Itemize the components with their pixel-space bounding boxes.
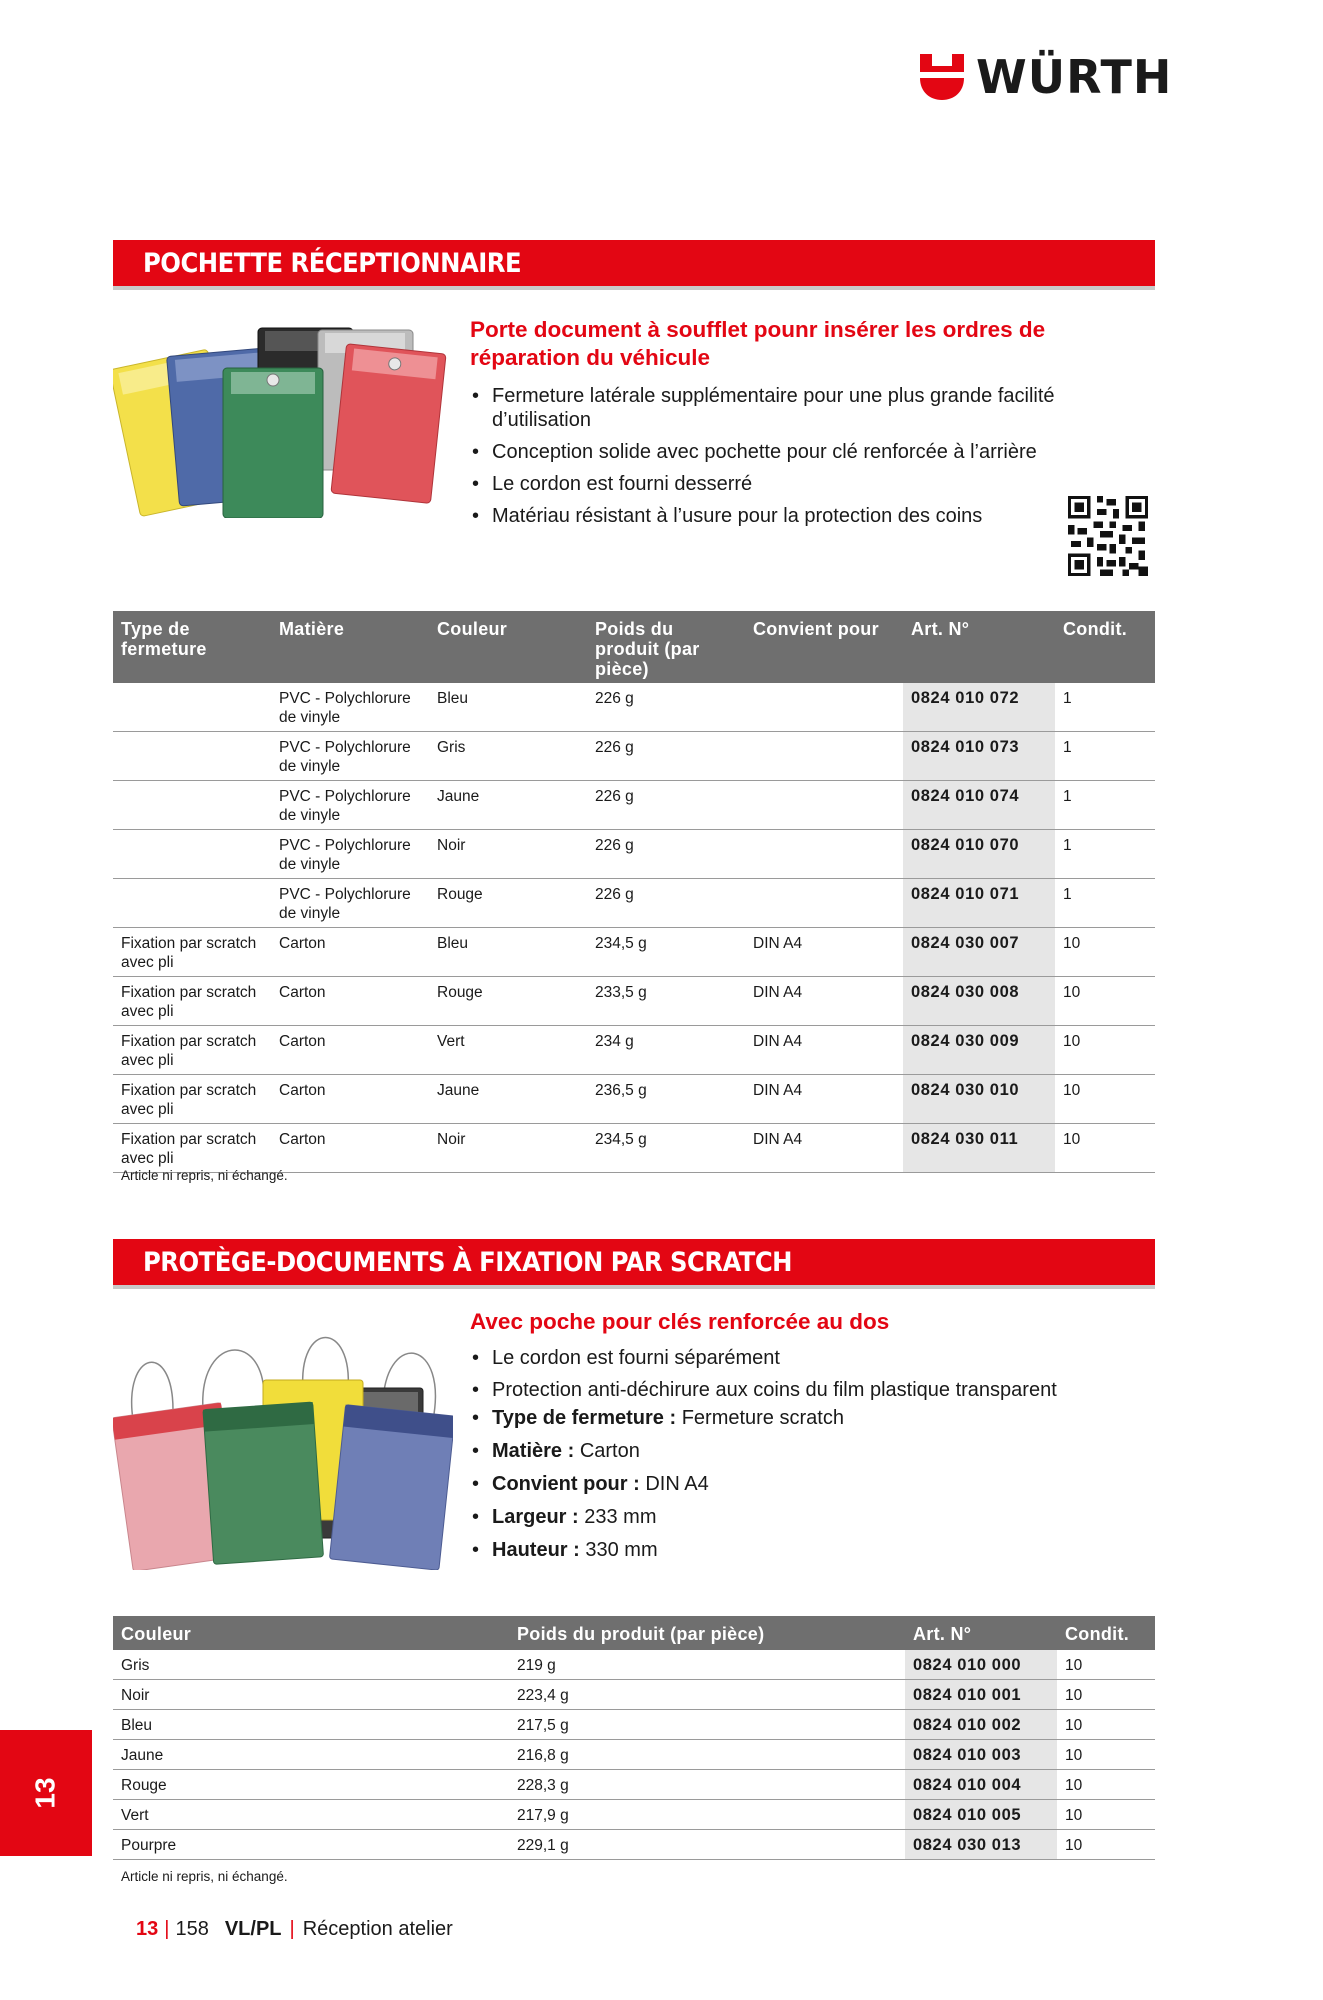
table-cell: Vert xyxy=(429,1026,587,1075)
table-cell: 10 xyxy=(1055,977,1155,1026)
article-number-cell: 0824 030 011 xyxy=(903,1124,1055,1173)
protege-bullet: • Protection anti-déchirure aux coins du film plastique transparent xyxy=(470,1378,1130,1402)
protege-spec-matiere xyxy=(470,1439,1130,1463)
spec-label: Convient pour : xyxy=(492,1473,640,1495)
table-cell: PVC - Polychlorure de vinyle xyxy=(271,830,429,879)
table-cell: 217,5 g xyxy=(509,1710,905,1740)
article-number-cell: 0824 030 008 xyxy=(903,977,1055,1026)
chapter-tab[interactable] xyxy=(0,1730,92,1856)
table-cell: Rouge xyxy=(113,1770,509,1800)
pochette-bullet: • Matériau résistant à l’usure pour la protection des coins xyxy=(470,504,1130,528)
protege-bullet: • Le cordon est fourni séparément xyxy=(470,1346,1130,1370)
protege-description xyxy=(470,1308,1130,1570)
table-row xyxy=(113,1124,1155,1173)
spec-label: Hauteur : xyxy=(492,1539,580,1561)
article-number-cell: 0824 010 000 xyxy=(905,1650,1057,1680)
table-row xyxy=(113,1650,1155,1680)
table-cell xyxy=(113,683,271,732)
table-cell: 1 xyxy=(1055,683,1155,732)
table-cell: 228,3 g xyxy=(509,1770,905,1800)
protege-table xyxy=(113,1616,1155,1860)
table-cell: 236,5 g xyxy=(587,1075,745,1124)
table-row xyxy=(113,977,1155,1026)
table-cell: Gris xyxy=(113,1650,509,1680)
spec-label: Matière : xyxy=(492,1440,575,1462)
pochette-table xyxy=(113,611,1155,1173)
table-row xyxy=(113,1830,1155,1860)
table-cell: 1 xyxy=(1055,879,1155,928)
pochette-note: Article ni repris, ni échangé. xyxy=(121,1168,288,1183)
table-cell: Carton xyxy=(271,1075,429,1124)
table-cell xyxy=(113,781,271,830)
wurth-logo-icon xyxy=(918,52,966,102)
protege-spec-hauteur xyxy=(470,1538,1130,1562)
table-cell: Fixation par scratch avec pli xyxy=(113,1026,271,1075)
table-cell: Carton xyxy=(271,928,429,977)
chapter-number: 13 xyxy=(30,1777,61,1809)
pochette-description xyxy=(470,316,1130,536)
table-cell: 10 xyxy=(1057,1680,1155,1710)
table-cell: 10 xyxy=(1057,1800,1155,1830)
table-cell: Jaune xyxy=(429,1075,587,1124)
table-cell: 226 g xyxy=(587,830,745,879)
col-header-condit: Condit. xyxy=(1057,1616,1155,1650)
article-number-cell: 0824 010 073 xyxy=(903,732,1055,781)
table-cell: 10 xyxy=(1057,1650,1155,1680)
table-cell: Fixation par scratch avec pli xyxy=(113,977,271,1026)
table-cell: Pourpre xyxy=(113,1830,509,1860)
pochette-bullet: • Fermeture latérale supplémentaire pour une plus grande facilité d’utilisation xyxy=(470,384,1130,432)
spec-value: 330 mm xyxy=(585,1539,658,1561)
table-cell: 226 g xyxy=(587,781,745,830)
brand-name: WÜRTH xyxy=(976,50,1173,104)
footer-category: VL/PL xyxy=(224,1918,282,1940)
table-cell: 223,4 g xyxy=(509,1680,905,1710)
table-cell: PVC - Polychlorure de vinyle xyxy=(271,732,429,781)
table-cell: 10 xyxy=(1055,1026,1155,1075)
table-cell: PVC - Polychlorure de vinyle xyxy=(271,683,429,732)
table-cell: 226 g xyxy=(587,732,745,781)
col-header-art: Art. N° xyxy=(905,1616,1057,1650)
table-cell: Fixation par scratch avec pli xyxy=(113,928,271,977)
table-cell: 233,5 g xyxy=(587,977,745,1026)
article-number-cell: 0824 010 005 xyxy=(905,1800,1057,1830)
table-cell: 1 xyxy=(1055,830,1155,879)
table-cell: DIN A4 xyxy=(745,928,903,977)
table-cell xyxy=(745,683,903,732)
wurth-logo xyxy=(918,52,1172,102)
pochette-subtitle: Porte document à soufflet pounr insérer les ordres de réparation du véhicule xyxy=(470,317,1046,370)
protege-bullet-list xyxy=(470,1346,1130,1562)
article-number-cell: 0824 010 071 xyxy=(903,879,1055,928)
spec-value: Carton xyxy=(579,1440,640,1462)
table-row xyxy=(113,1740,1155,1770)
table-cell: Carton xyxy=(271,1124,429,1173)
table-cell: 219 g xyxy=(509,1650,905,1680)
footer-separator: | xyxy=(164,1918,170,1940)
article-number-cell: 0824 010 070 xyxy=(903,830,1055,879)
article-number-cell: 0824 010 072 xyxy=(903,683,1055,732)
table-cell: 229,1 g xyxy=(509,1830,905,1860)
table-cell: 234,5 g xyxy=(587,928,745,977)
section-title-protege: PROTÈGE-DOCUMENTS À FIXATION PAR SCRATCH xyxy=(113,1239,1155,1285)
table-row xyxy=(113,1680,1155,1710)
table-cell: DIN A4 xyxy=(745,1026,903,1075)
pochette-product-image xyxy=(113,318,453,518)
table-cell: 10 xyxy=(1055,1075,1155,1124)
article-number-cell: 0824 030 010 xyxy=(903,1075,1055,1124)
table-cell: 216,8 g xyxy=(509,1740,905,1770)
spec-value: 233 mm xyxy=(584,1506,657,1528)
table-cell: Gris xyxy=(429,732,587,781)
article-number-cell: 0824 010 004 xyxy=(905,1770,1057,1800)
col-header-type: Type de fermeture xyxy=(113,611,271,683)
spec-label: Type de fermeture : xyxy=(492,1407,677,1429)
pochette-bullet-list xyxy=(470,384,1130,528)
table-cell xyxy=(745,781,903,830)
table-cell: Fixation par scratch avec pli xyxy=(113,1075,271,1124)
col-header-poids: Poids du produit (par pièce) xyxy=(509,1616,905,1650)
protege-note: Article ni repris, ni échangé. xyxy=(121,1869,288,1884)
table-cell: DIN A4 xyxy=(745,1124,903,1173)
article-number-cell: 0824 030 007 xyxy=(903,928,1055,977)
table-cell: Vert xyxy=(113,1800,509,1830)
col-header-convient: Convient pour xyxy=(745,611,903,683)
table-cell: Jaune xyxy=(429,781,587,830)
col-header-art: Art. N° xyxy=(903,611,1055,683)
table-cell xyxy=(113,732,271,781)
table-cell: 217,9 g xyxy=(509,1800,905,1830)
table-cell: 10 xyxy=(1057,1710,1155,1740)
qr-code-icon[interactable] xyxy=(1068,496,1148,576)
col-header-couleur: Couleur xyxy=(113,1616,509,1650)
table-row xyxy=(113,928,1155,977)
col-header-matiere: Matière xyxy=(271,611,429,683)
article-number-cell: 0824 010 002 xyxy=(905,1710,1057,1740)
table-row xyxy=(113,879,1155,928)
footer-section: Réception atelier xyxy=(302,1918,453,1940)
article-number-cell: 0824 010 001 xyxy=(905,1680,1057,1710)
table-cell xyxy=(113,830,271,879)
table-cell: 234,5 g xyxy=(587,1124,745,1173)
table-cell: Noir xyxy=(113,1680,509,1710)
article-number-cell: 0824 010 074 xyxy=(903,781,1055,830)
footer-total-pages: 158 xyxy=(175,1918,209,1940)
table-cell: 234 g xyxy=(587,1026,745,1075)
table-cell: 1 xyxy=(1055,732,1155,781)
protege-subtitle: Avec poche pour clés renforcée au dos xyxy=(470,1309,890,1334)
table-cell: 10 xyxy=(1055,1124,1155,1173)
spec-value: Fermeture scratch xyxy=(681,1407,844,1429)
table-cell: PVC - Polychlorure de vinyle xyxy=(271,781,429,830)
table-cell: 10 xyxy=(1055,928,1155,977)
spec-value: DIN A4 xyxy=(645,1473,709,1495)
table-cell: Rouge xyxy=(429,977,587,1026)
article-number-cell: 0824 030 009 xyxy=(903,1026,1055,1075)
col-header-condit: Condit. xyxy=(1055,611,1155,683)
table-cell: Fixation par scratch avec pli xyxy=(113,1124,271,1173)
table-row xyxy=(113,732,1155,781)
table-row xyxy=(113,1800,1155,1830)
table-cell: 226 g xyxy=(587,879,745,928)
page-footer xyxy=(136,1918,453,1941)
table-cell: Jaune xyxy=(113,1740,509,1770)
table-row xyxy=(113,1075,1155,1124)
table-cell: Carton xyxy=(271,977,429,1026)
footer-separator: | xyxy=(289,1918,295,1940)
table-cell: Noir xyxy=(429,1124,587,1173)
table-cell xyxy=(745,830,903,879)
protege-spec-convient xyxy=(470,1472,1130,1496)
table-cell xyxy=(113,879,271,928)
article-number-cell: 0824 030 013 xyxy=(905,1830,1057,1860)
pochette-bullet: • Conception solide avec pochette pour clé renforcée à l’arrière xyxy=(470,440,1130,464)
table-row xyxy=(113,1710,1155,1740)
table-row xyxy=(113,683,1155,732)
table-cell xyxy=(745,879,903,928)
article-number-cell: 0824 010 003 xyxy=(905,1740,1057,1770)
col-header-poids: Poids du produit (par pièce) xyxy=(587,611,745,683)
table-cell: 10 xyxy=(1057,1740,1155,1770)
table-row xyxy=(113,830,1155,879)
col-header-couleur: Couleur xyxy=(429,611,587,683)
pochette-bullet: • Le cordon est fourni desserré xyxy=(470,472,1130,496)
spec-label: Largeur : xyxy=(492,1506,579,1528)
table-cell: DIN A4 xyxy=(745,977,903,1026)
table-cell xyxy=(745,732,903,781)
table-cell: DIN A4 xyxy=(745,1075,903,1124)
protege-spec-largeur xyxy=(470,1505,1130,1529)
protege-product-image xyxy=(113,1310,453,1570)
table-row xyxy=(113,1770,1155,1800)
table-cell: 10 xyxy=(1057,1830,1155,1860)
footer-page-number: 13 xyxy=(136,1918,159,1940)
table-row xyxy=(113,1026,1155,1075)
table-cell: 1 xyxy=(1055,781,1155,830)
table-cell: 226 g xyxy=(587,683,745,732)
table-cell: Carton xyxy=(271,1026,429,1075)
table-row xyxy=(113,781,1155,830)
protege-spec-fermeture xyxy=(470,1406,1130,1430)
table-cell: Bleu xyxy=(429,683,587,732)
table-cell: Bleu xyxy=(429,928,587,977)
table-cell: PVC - Polychlorure de vinyle xyxy=(271,879,429,928)
table-cell: 10 xyxy=(1057,1770,1155,1800)
section-title-pochette: POCHETTE RÉCEPTIONNAIRE xyxy=(113,240,1155,286)
table-cell: Noir xyxy=(429,830,587,879)
table-cell: Rouge xyxy=(429,879,587,928)
table-cell: Bleu xyxy=(113,1710,509,1740)
